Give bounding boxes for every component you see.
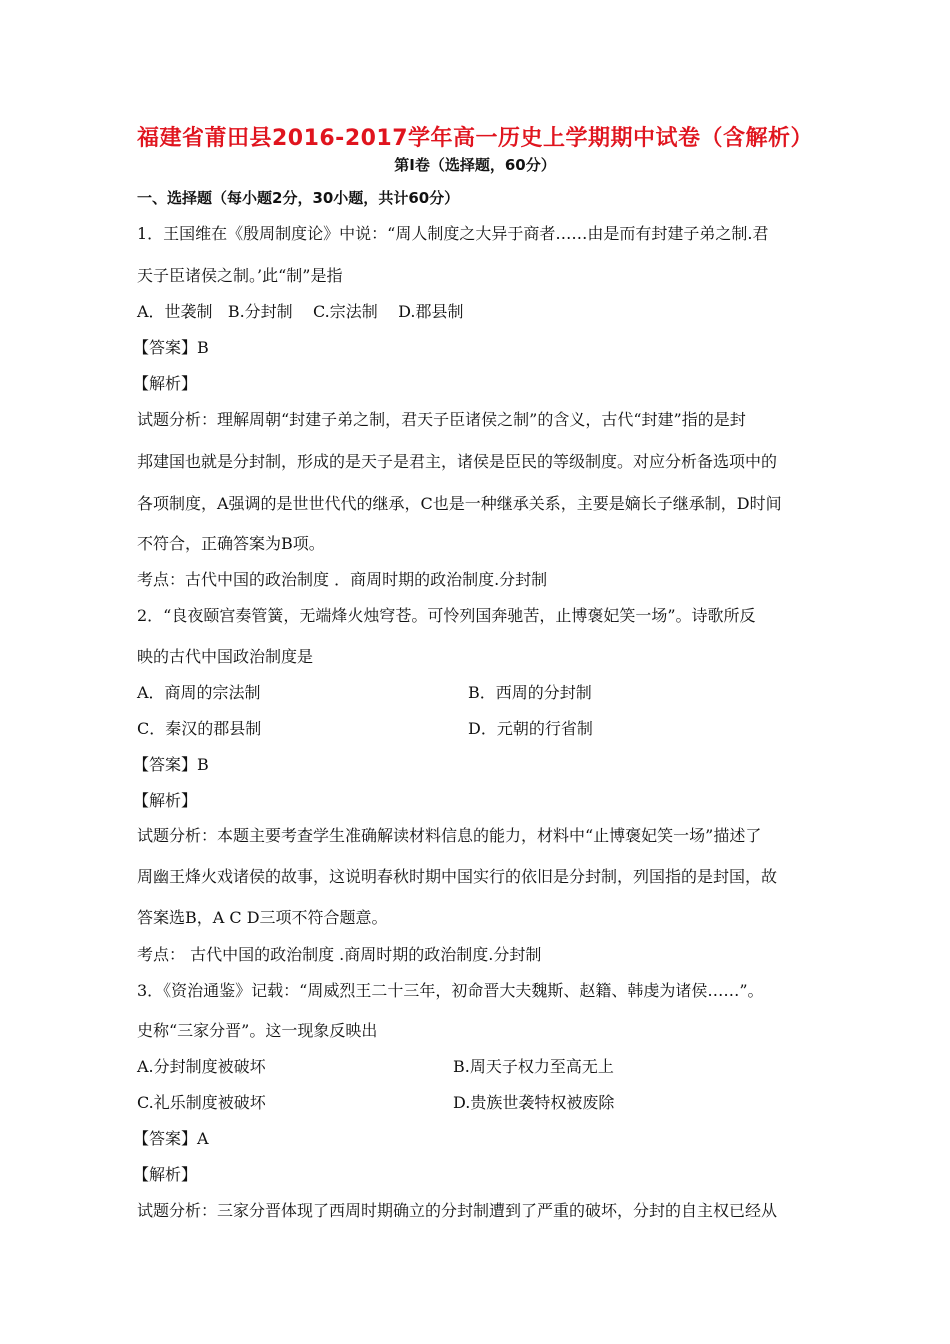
q1-analysis-line: 各项制度，A强调的是世世代代的继承，C也是一种继承关系，主要是嫡长子继承制，D时间 bbox=[137, 494, 782, 513]
q3-stem-line1: 3．《资治通鉴》记载：“周威烈王二十三年，初命晋大夫魏斯、赵籍、韩虔为诸侯……”。 bbox=[137, 981, 764, 1000]
document-subtitle: 第Ⅰ卷（选择题，60分） bbox=[394, 156, 556, 174]
q2-analysis-line: 答案选B，A C D三项不符合题意。 bbox=[137, 908, 388, 927]
q3-option-a: A.分封制度被破坏 bbox=[137, 1057, 266, 1076]
document-title: 福建省莆田县2016-2017学年高一历史上学期期中试卷（含解析） bbox=[136, 126, 814, 151]
q3-stem-line2: 史称“三家分晋”。这一现象反映出 bbox=[137, 1021, 378, 1040]
q1-analysis-label: 【解析】 bbox=[133, 374, 198, 393]
q3-option-d: D.贵族世袭特权被废除 bbox=[453, 1093, 615, 1112]
q1-stem-line2: 天子臣诸侯之制。’此“制”是指 bbox=[137, 266, 343, 285]
q2-stem-line1: 2．“良夜颐宫奏管簧，无端烽火烛穹苍。可怜列国奔驰苦，止博褒妃笑一场”。诗歌所反 bbox=[137, 606, 756, 625]
q3-option-c: C.礼乐制度被破坏 bbox=[137, 1093, 266, 1112]
q1-analysis-line: 不符合，正确答案为B项。 bbox=[137, 534, 325, 553]
q3-analysis-line: 试题分析：三家分晋体现了西周时期确立的分封制遭到了严重的破坏，分封的自主权已经从 bbox=[137, 1201, 778, 1220]
q1-options: A．世袭制 B.分封制 C.宗法制 D.郡县制 bbox=[137, 302, 464, 321]
q1-answer: 【答案】B bbox=[133, 338, 209, 357]
q2-analysis-label: 【解析】 bbox=[133, 791, 198, 810]
q2-analysis-line: 周幽王烽火戏诸侯的故事，这说明春秋时期中国实行的依旧是分封制，列国指的是封国，故 bbox=[137, 867, 778, 886]
q2-option-a: A．商周的宗法制 bbox=[137, 683, 261, 702]
q1-kaodian: 考点：古代中国的政治制度 ．商周时期的政治制度.分封制 bbox=[137, 570, 548, 589]
q3-analysis-label: 【解析】 bbox=[133, 1165, 198, 1184]
q2-answer: 【答案】B bbox=[133, 755, 209, 774]
q3-answer: 【答案】A bbox=[133, 1129, 209, 1148]
q1-analysis-line: 试题分析：理解周朝“封建子弟之制，君天子臣诸侯之制”的含义，古代“封建”指的是封 bbox=[137, 410, 746, 429]
q2-stem-line2: 映的古代中国政治制度是 bbox=[137, 647, 314, 666]
section-heading: 一、选择题（每小题2分，30小题，共计60分） bbox=[137, 189, 460, 207]
q3-option-b: B.周天子权力至高无上 bbox=[453, 1057, 614, 1076]
q2-option-b: B．西周的分封制 bbox=[468, 683, 592, 702]
q2-analysis-line: 试题分析：本题主要考查学生准确解读材料信息的能力，材料中“止博褒妃笑一场”描述了 bbox=[137, 826, 762, 845]
q1-analysis-line: 邦建国也就是分封制，形成的是天子是君主，诸侯是臣民的等级制度。对应分析备选项中的 bbox=[137, 452, 778, 471]
q2-option-c: C．秦汉的郡县制 bbox=[137, 719, 262, 738]
q1-stem-line1: 1．王国维在《殷周制度论》中说：“周人制度之大异于商者……由是而有封建子弟之制.君 bbox=[137, 224, 769, 243]
q2-option-d: D．元朝的行省制 bbox=[468, 719, 593, 738]
q2-kaodian: 考点： 古代中国的政治制度 .商周时期的政治制度.分封制 bbox=[137, 945, 542, 964]
